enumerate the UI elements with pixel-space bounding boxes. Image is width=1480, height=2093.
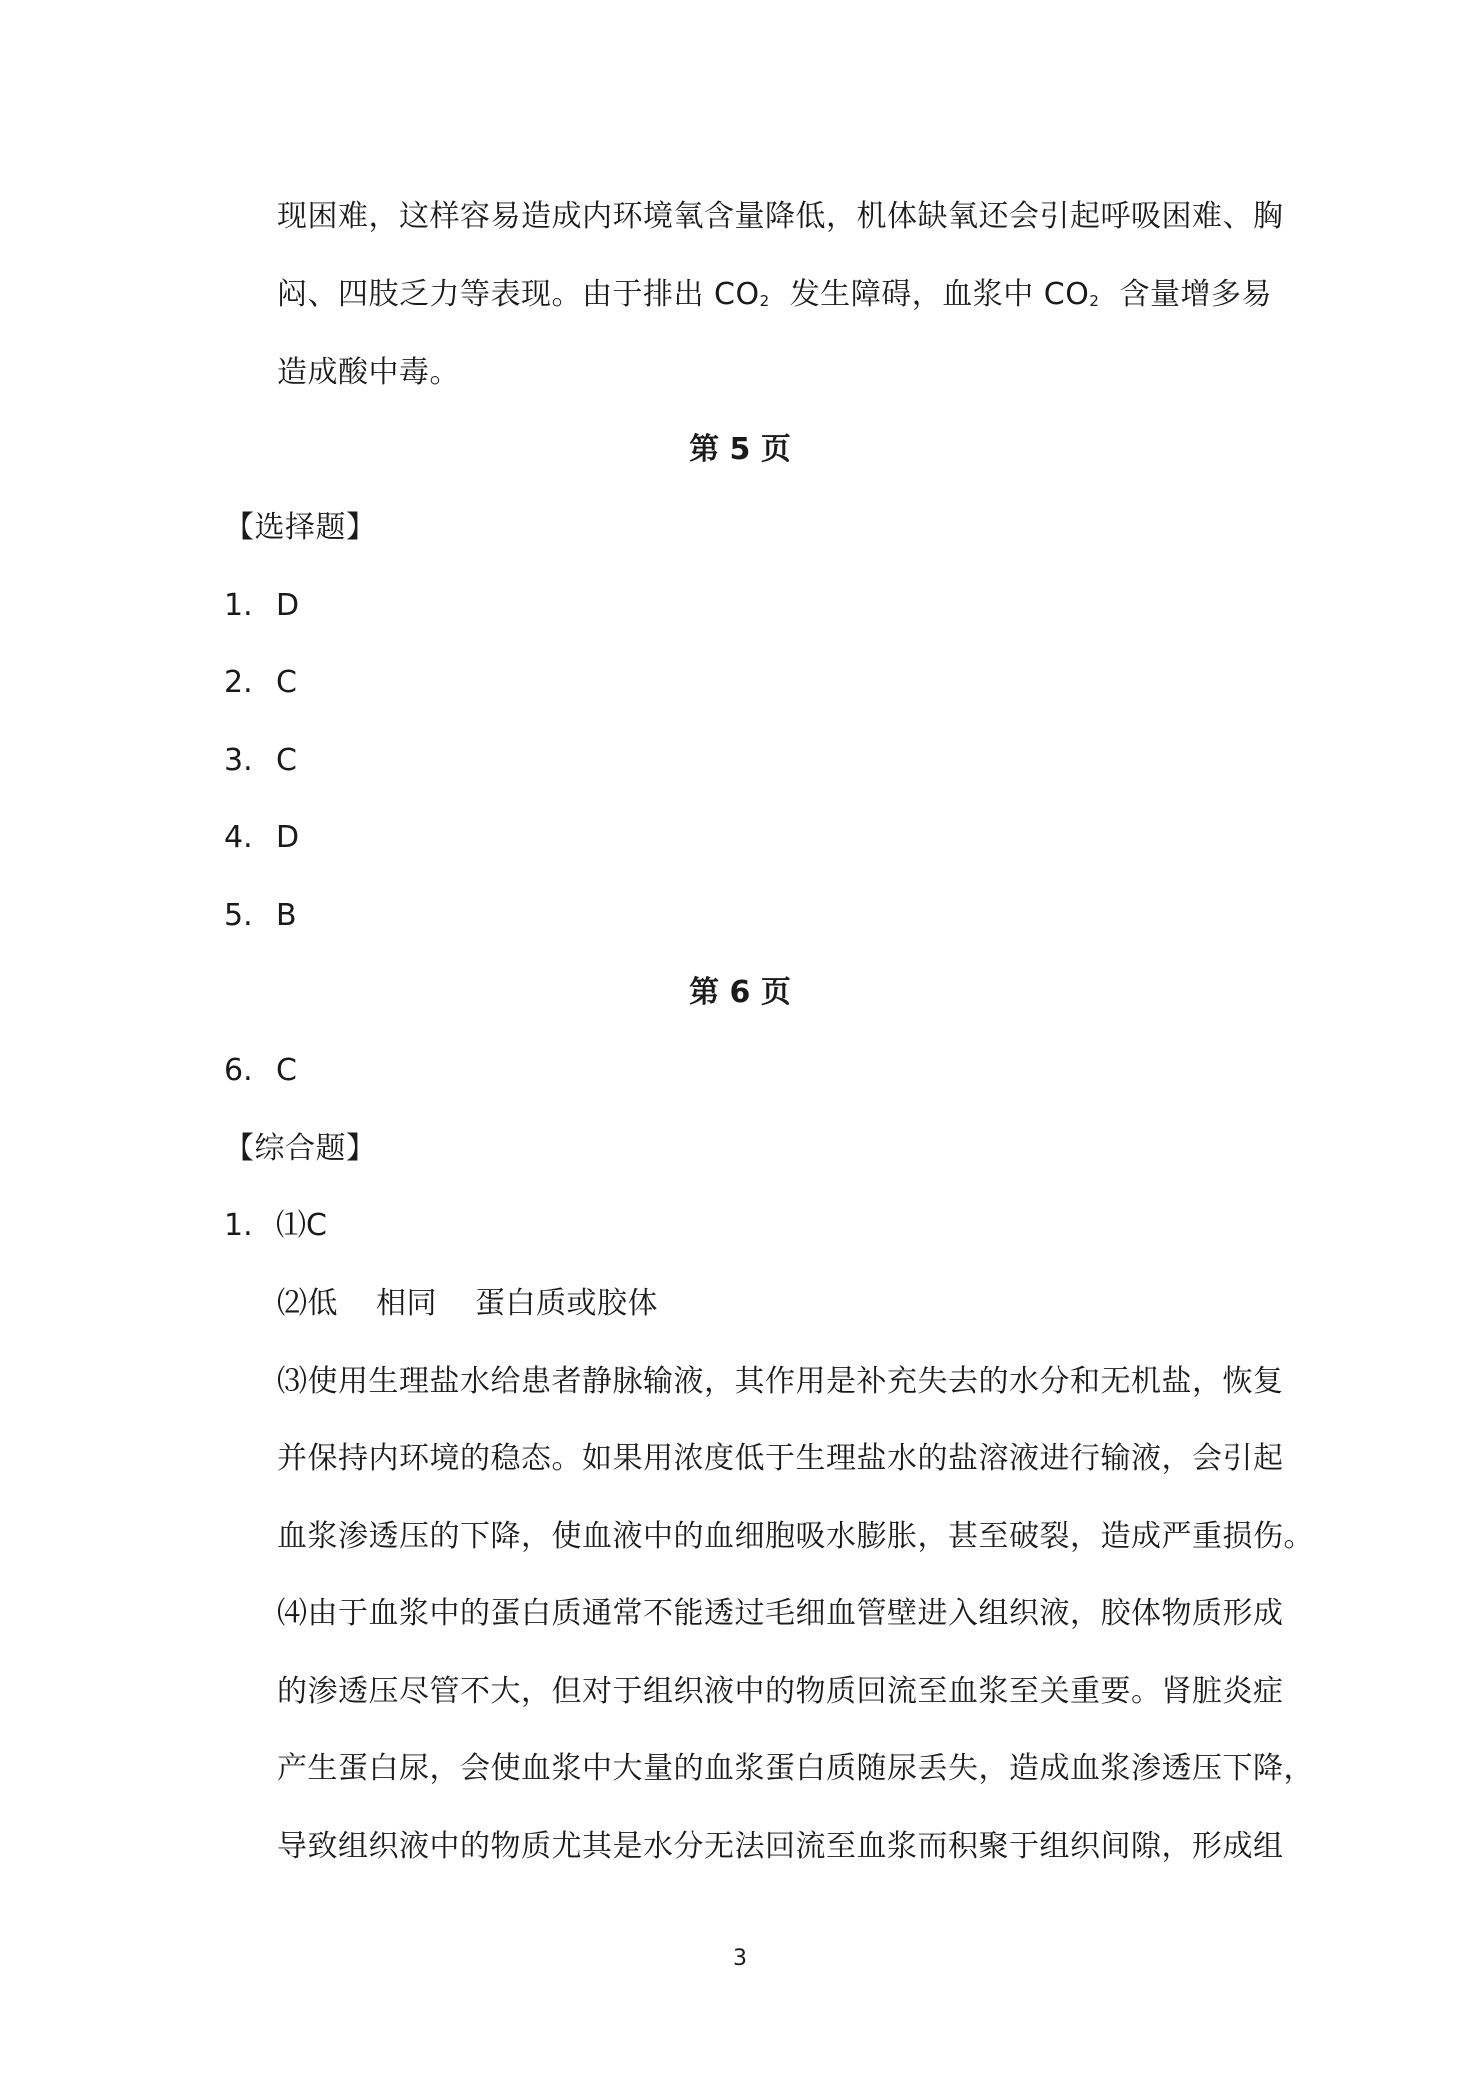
list-item [224,1051,297,1091]
item-answer: B [276,898,297,933]
item-answer: D [276,820,300,855]
text-segment: 闷、四肢乏力等表现。由于排出 CO [277,277,760,312]
item-number: 1. [224,1208,253,1243]
paragraph-line: 导致组织液中的物质尤其是水分无法回流至血浆而积聚于组织间隙，形成组 [277,1829,1284,1864]
text-segment: ⑵低 [277,1286,338,1321]
subscript: 2 [759,292,770,310]
item-number: 6. [224,1053,253,1088]
item-answer: D [276,588,300,623]
list-item [224,896,297,936]
list-item [224,663,297,703]
paragraph-line: 血浆渗透压的下降，使血液中的血细胞吸水膨胀，甚至破裂，造成严重损伤。 [277,1519,1314,1554]
synthesis-section-heading: 【综合题】 [224,1131,377,1166]
page-6-heading: 第 6 页 [689,975,791,1010]
item-number: 1. [224,588,253,623]
subscript: 2 [1089,292,1100,310]
paragraph-line: 现困难，这样容易造成内环境氧含量降低，机体缺氧还会引起呼吸困难、胸 [277,199,1284,234]
sub-answer-2 [277,1284,658,1324]
paragraph-line: 的渗透压尽管不大，但对于组织液中的物质回流至血浆至关重要。肾脏炎症 [277,1674,1284,1709]
list-item [224,586,299,626]
text-segment: 相同 [376,1286,437,1321]
item-number: 4. [224,820,253,855]
paragraph-line: ⑷由于血浆中的蛋白质通常不能透过毛细血管壁进入组织液，胶体物质形成 [277,1596,1284,1631]
paragraph-line: 造成酸中毒。 [277,355,460,390]
page-number: 3 [733,1946,747,1971]
paragraph-line: ⑶使用生理盐水给患者静脉输液，其作用是补充失去的水分和无机盐，恢复 [277,1364,1284,1399]
item-number: 5. [224,898,253,933]
list-item [224,741,297,781]
page-5-heading: 第 5 页 [689,432,791,467]
item-number: 3. [224,743,253,778]
text-segment: 发生障碍，血浆中 CO [789,277,1090,312]
item-answer: C [276,1053,297,1088]
text-segment: 蛋白质或胶体 [475,1286,658,1321]
list-item [224,818,299,858]
paragraph-line: 产生蛋白尿，会使血浆中大量的血浆蛋白质随尿丢失，造成血浆渗透压下降， [277,1751,1314,1786]
paragraph-line [277,275,1272,321]
item-answer: C [276,743,297,778]
item-number: 2. [224,665,253,700]
paragraph-line: 并保持内环境的稳态。如果用浓度低于生理盐水的盐溶液进行输液，会引起 [277,1441,1284,1476]
text-segment: 含量增多易 [1119,277,1272,312]
sub-answer-1: ⑴C [276,1208,327,1243]
question-1 [224,1206,327,1246]
item-answer: C [276,665,297,700]
choice-section-heading: 【选择题】 [224,510,377,545]
